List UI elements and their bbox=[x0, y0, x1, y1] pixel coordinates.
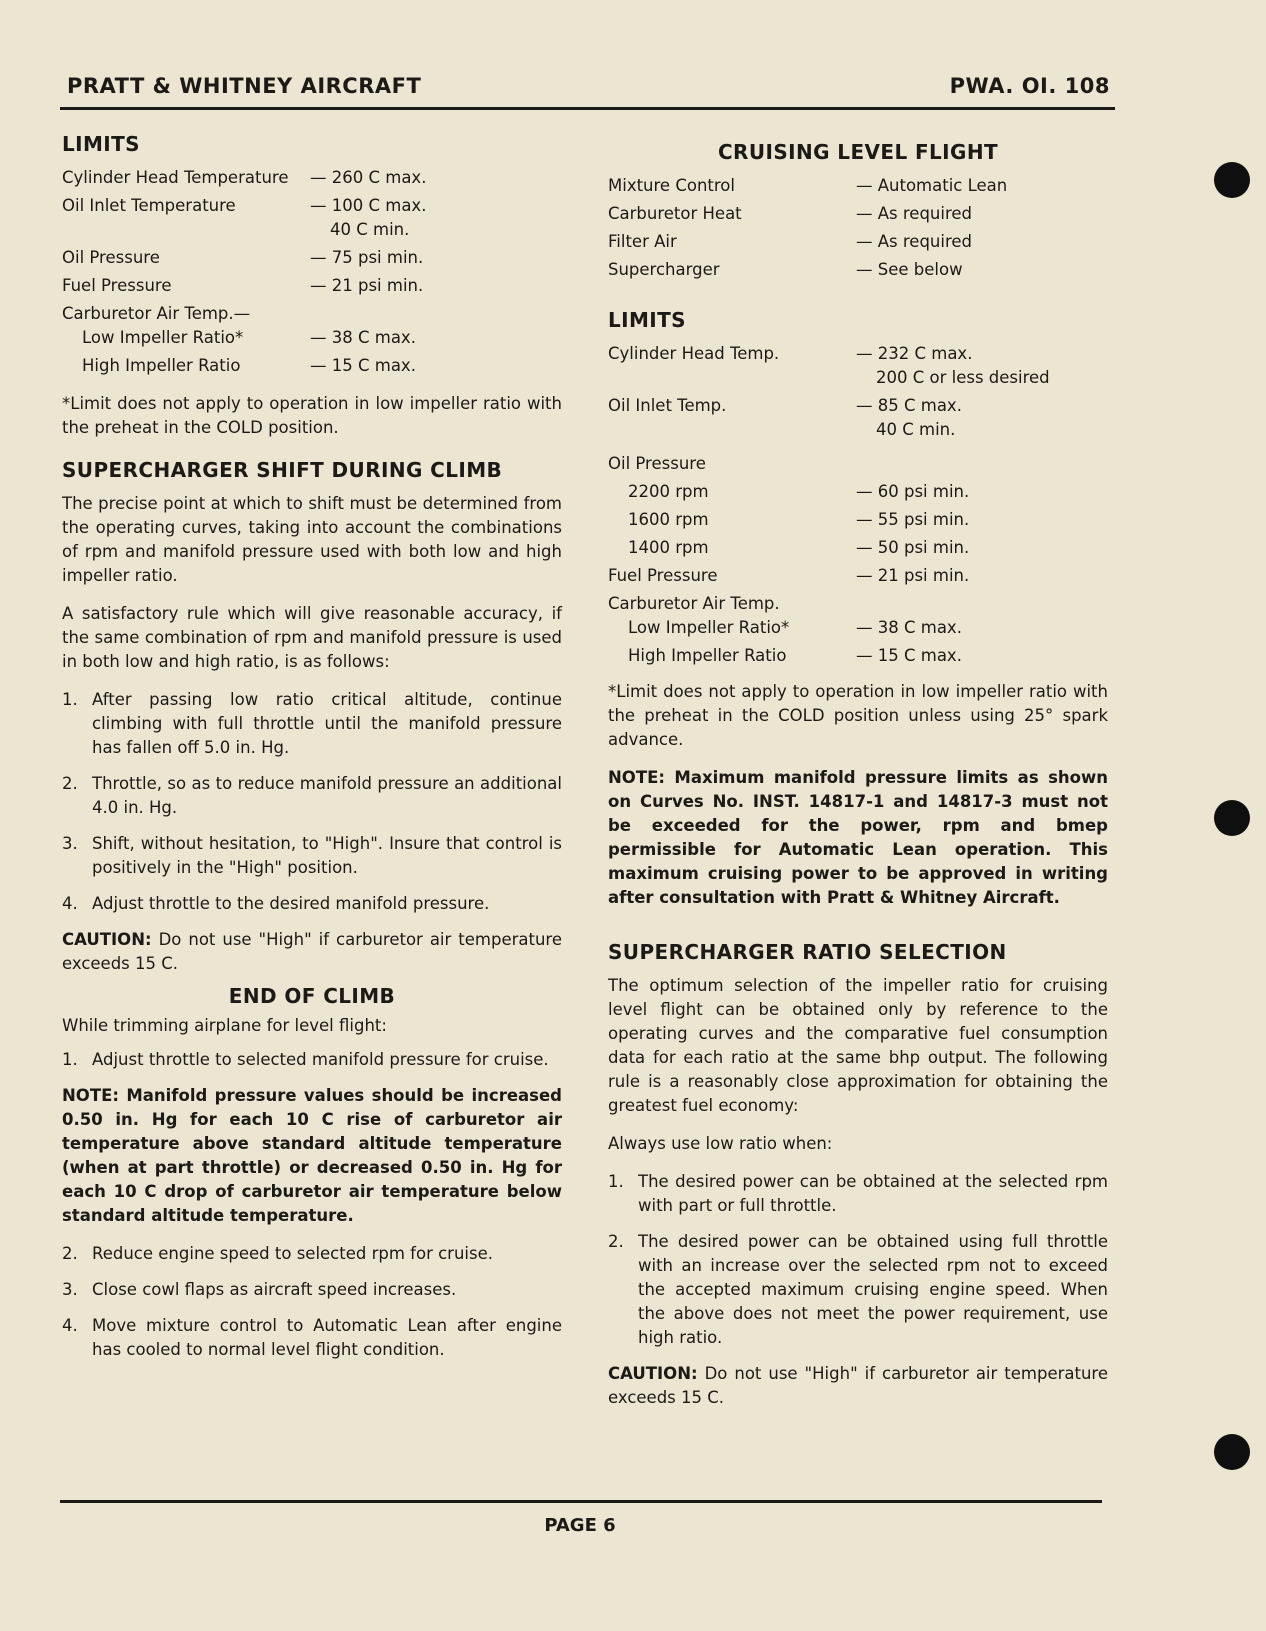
list-item: 4. Adjust throttle to the desired manifold pressure. bbox=[62, 894, 490, 913]
binder-hole bbox=[1214, 800, 1250, 836]
limits-footnote: *Limit does not apply to operation in low impeller ratio with the preheat in the COLD position unless using 25° spark advance. bbox=[608, 682, 1108, 749]
limit-row: Carburetor Air Temp.— bbox=[62, 304, 251, 323]
limit-row: 1600 rpm — 55 psi min. bbox=[628, 510, 970, 529]
limit-row: Oil Pressure — 75 psi min. bbox=[62, 248, 424, 267]
caution-paragraph: CAUTION: Do not use "High" if carburetor air temperature exceeds 15 C. bbox=[608, 1364, 1108, 1407]
limits-heading: LIMITS bbox=[62, 132, 140, 156]
shift-paragraph: A satisfactory rule which will give reasonable accuracy, if the same combination of rpm and manifold pressure is used in both low and high ratio, is as follows: bbox=[62, 604, 562, 671]
caution-label: CAUTION: bbox=[608, 1364, 698, 1383]
limit-row: Cylinder Head Temp. — 232 C max. bbox=[608, 344, 973, 363]
limit-row: Low Impeller Ratio* — 38 C max. bbox=[82, 328, 416, 347]
end-climb-steps bbox=[62, 1242, 562, 1362]
cruise-row: Carburetor Heat — As required bbox=[608, 204, 973, 223]
ratio-steps bbox=[608, 1170, 1108, 1350]
list-item: 2. Reduce engine speed to selected rpm for cruise. bbox=[62, 1244, 493, 1263]
end-climb-intro: While trimming airplane for level flight: bbox=[62, 1016, 387, 1035]
cruise-row: Supercharger — See below bbox=[608, 260, 963, 279]
limit-row-cont: 40 C min. bbox=[330, 220, 410, 239]
end-climb-heading: END OF CLIMB bbox=[228, 984, 396, 1008]
limit-row: 1400 rpm — 50 psi min. bbox=[628, 538, 970, 557]
footer-rule bbox=[60, 1500, 1102, 1503]
limit-row: Oil Pressure bbox=[608, 454, 706, 473]
list-item: 4. Move mixture control to Automatic Lean after engine has cooled to normal level flight condition. bbox=[62, 1316, 562, 1359]
limit-row: Oil Inlet Temperature — 100 C max. bbox=[62, 196, 427, 215]
limit-row: Cylinder Head Temperature — 260 C max. bbox=[62, 168, 427, 187]
ratio-paragraph: The optimum selection of the impeller ratio for cruising level flight can be obtained only by reference to the operating curves and the comparative fuel consumption data for each ratio at the same bhp output. The following rule is a reasonably close approximation for obtaining the greatest fuel economy: bbox=[608, 976, 1108, 1115]
header-company: PRATT & WHITNEY AIRCRAFT bbox=[67, 74, 422, 98]
cruise-row: Filter Air — As required bbox=[608, 232, 973, 251]
shift-paragraph: The precise point at which to shift must be determined from the operating curves, taking into account the combinations of rpm and manifold pressure used with both low and high impeller ratio. bbox=[62, 494, 562, 585]
list-item: 2. The desired power can be obtained using full throttle with an increase over the selected rpm not to exceed the accepted maximum cruising engine speed. When the above does not meet the power requirement, use high ratio. bbox=[608, 1232, 1108, 1347]
caution-label: CAUTION: bbox=[62, 930, 152, 949]
cruise-heading: CRUISING LEVEL FLIGHT bbox=[717, 140, 999, 164]
limit-row: Low Impeller Ratio* — 38 C max. bbox=[628, 618, 962, 637]
manifold-note: NOTE: Manifold pressure values should be increased 0.50 in. Hg for each 10 C rise of carburetor air temperature above standard altitude temperature (when at part throttle) or decreased 0.50 in. Hg for each 10 C drop of carburetor air temperature below standard altitude temperature. bbox=[62, 1086, 562, 1225]
limit-row: High Impeller Ratio — 15 C max. bbox=[82, 356, 416, 375]
limit-row: 2200 rpm — 60 psi min. bbox=[628, 482, 970, 501]
binder-hole bbox=[1214, 1434, 1250, 1470]
binder-hole bbox=[1214, 162, 1250, 198]
list-item: 1. After passing low ratio critical altitude, continue climbing with full throttle until the manifold pressure has fallen off 5.0 in. Hg. bbox=[62, 690, 562, 757]
right-column bbox=[608, 128, 1108, 1424]
list-item: 3. Close cowl flaps as aircraft speed increases. bbox=[62, 1280, 457, 1299]
limit-row: Fuel Pressure — 21 psi min. bbox=[608, 566, 970, 585]
limit-row: Carburetor Air Temp. bbox=[608, 594, 780, 613]
limit-row: High Impeller Ratio — 15 C max. bbox=[628, 646, 962, 665]
list-item: 2. Throttle, so as to reduce manifold pressure an additional 4.0 in. Hg. bbox=[62, 774, 562, 817]
left-column bbox=[62, 128, 562, 1374]
caution-paragraph: CAUTION: Do not use "High" if carburetor air temperature exceeds 15 C. bbox=[62, 930, 562, 973]
shift-heading: SUPERCHARGER SHIFT DURING CLIMB bbox=[62, 458, 503, 482]
ratio-heading: SUPERCHARGER RATIO SELECTION bbox=[608, 940, 1007, 964]
limits-heading: LIMITS bbox=[608, 308, 686, 332]
header-doc-number: PWA. OI. 108 bbox=[949, 74, 1110, 98]
limits-footnote: *Limit does not apply to operation in low impeller ratio with the preheat in the COLD position. bbox=[62, 394, 562, 437]
limit-row: Oil Inlet Temp. — 85 C max. bbox=[608, 396, 962, 415]
list-item: 1. Adjust throttle to selected manifold pressure for cruise. bbox=[62, 1050, 549, 1069]
cruise-row: Mixture Control — Automatic Lean bbox=[608, 176, 1008, 195]
header-rule bbox=[60, 107, 1115, 110]
list-item: 3. Shift, without hesitation, to "High". Insure that control is positively in the "High" position. bbox=[62, 834, 562, 877]
limit-row: Fuel Pressure — 21 psi min. bbox=[62, 276, 424, 295]
max-pressure-note: NOTE: Maximum manifold pressure limits as shown on Curves No. INST. 14817-1 and 14817-3 must not be exceeded for the power, rpm and bmep permissible for Automatic Lean operation. This maximum cruising power to be approved in writing after consultation with Pratt & Whitney Aircraft. bbox=[608, 768, 1108, 907]
shift-steps bbox=[62, 688, 562, 916]
list-item: 1. The desired power can be obtained at the selected rpm with part or full throttle. bbox=[608, 1172, 1108, 1215]
limit-row-cont: 40 C min. bbox=[876, 420, 956, 439]
end-climb-step1 bbox=[62, 1048, 562, 1072]
page-number: PAGE 6 bbox=[544, 1515, 616, 1536]
limit-row-cont: 200 C or less desired bbox=[876, 368, 1050, 387]
ratio-intro: Always use low ratio when: bbox=[608, 1134, 833, 1153]
